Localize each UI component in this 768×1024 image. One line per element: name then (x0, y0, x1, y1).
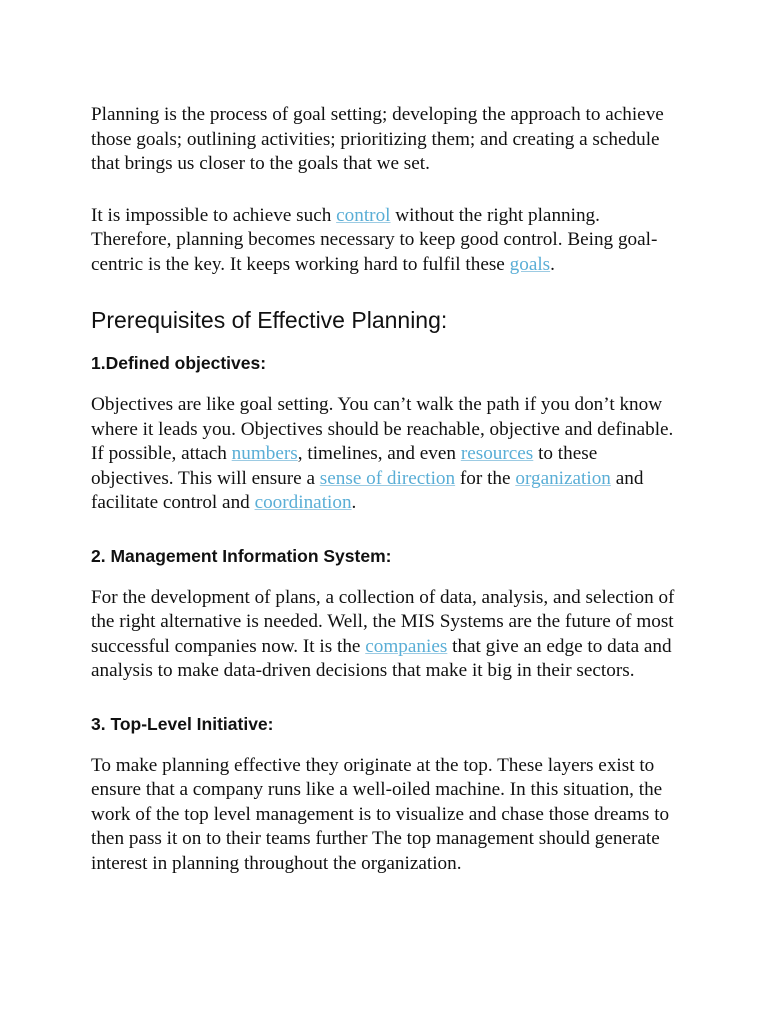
section-heading: Prerequisites of Effective Planning: (91, 307, 448, 333)
top-level-initiative-paragraph: To make planning effective they originate at the top. These layers exist to ensure that a company runs like a well-oiled machine. In this situation, the work of the top level management is to visualize and chase those dreams to then pass it on to their teams further The top management should generate interest in planning throughout the organization. (91, 754, 670, 874)
link-coordination[interactable]: coordination (254, 492, 352, 513)
text-run: to these objectives. This will ensure a (91, 443, 598, 489)
link-numbers[interactable]: numbers (231, 443, 298, 464)
mis-paragraph (91, 586, 681, 684)
link-sense-of-direction[interactable]: sense of direction (319, 467, 456, 489)
text-run: , timelines, and even (297, 443, 461, 464)
defined-objectives-paragraph (91, 393, 681, 516)
document-body (91, 103, 681, 876)
link-goals[interactable]: goals (509, 253, 551, 275)
link-resources[interactable]: resources (460, 443, 534, 464)
intro-paragraph-2 (91, 204, 681, 278)
intro-paragraph-1: Planning is the process of goal setting; developing the approach to achieve those goals; outlining activities; prioritizing them; and creating a schedule that brings us closer to the goals that we set. (91, 104, 664, 174)
link-organization[interactable]: organization (515, 467, 611, 489)
text-run: . (550, 253, 555, 275)
text-run: and facilitate control and (91, 467, 644, 513)
text-run: For the development of plans, a collection of data, analysis, and selection of the right alternative is needed. Well, the MIS Systems are the future of most successful companies now. It is the (91, 586, 675, 657)
text-run: without the right planning. Therefore, planning becomes necessary to keep good control. Being goal-centric is the key. It keeps working hard to fulfil these (91, 204, 658, 275)
text-run: that give an edge to data and analysis to make data-driven decisions that make it big in their sectors. (91, 635, 672, 681)
text-run: . (351, 492, 357, 513)
subheading-top-level-initiative: 3. Top-Level Initiative: (91, 713, 274, 734)
text-run: It is impossible to achieve such (91, 204, 337, 226)
subheading-defined-objectives: 1.Defined objectives: (91, 353, 267, 373)
link-companies[interactable]: companies (365, 635, 448, 657)
text-run: for the (455, 467, 516, 489)
text-run: Objectives are like goal setting. You can’t walk the path if you don’t know where it leads you. Objectives should be reachable, objective and definable. If possible, attach (91, 394, 674, 464)
link-control[interactable]: control (336, 204, 391, 226)
subheading-management-information-system: 2. Management Information System: (91, 545, 392, 566)
